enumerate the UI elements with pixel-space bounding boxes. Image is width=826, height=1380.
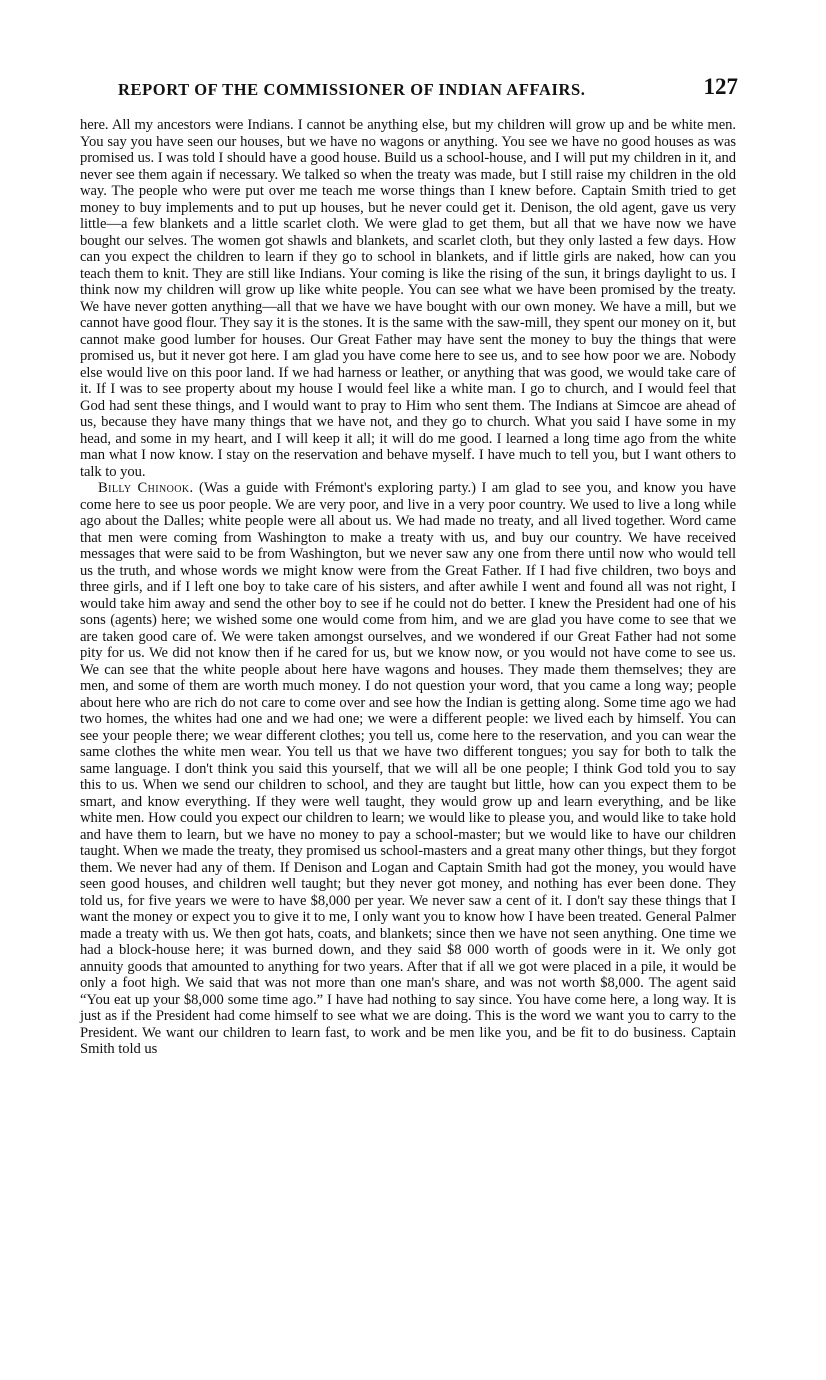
page-number: 127 bbox=[703, 74, 738, 99]
paragraph-text: here. All my ancestors were Indians. I cannot be anything else, but my children will grow up and be white men. You say you have seen our houses, but we have no wagons or anything. You see we have no good houses as was promised us. I was told I should have a good house. Build us a school-house, and I will put my children in it, and never see them again if necessary. We talked so when the treaty was made, but I still raise my children in the old way. The people who were put over me teach me worse things than I knew before. Captain Smith tried to get money to buy implements and to put up houses, but he never could get it. Denison, the old agent, gave us very little—a few blankets and a little scarlet cloth. We were glad to get them, but all that we have now we have bought our selves. The women got shawls and blankets, and scarlet cloth, but they only lasted a few days. How can you expect the children to learn if they go to school in blankets, and if little girls are naked, how can you teach them to knit. They are still like Indians. Your coming is like the rising of the sun, it brings daylight to us. I think now my children will grow up like white people. You can see what we have been promised by the treaty. We have never gotten anything—all that we have we have bought with our own money. We have a mill, but we cannot have good flour. They say it is the stones. It is the same with the saw-mill, they spent our money on it, but cannot make good lumber for houses. Our Great Father may have sent the money to buy the things that were promised us, but it never got here. I am glad you have come here to see us, and to see how poor we are. Nobody else would live on this poor land. If we had harness or leather, or anything that was good, we would take care of it. If I was to see property about my house I would feel like a white man. I go to church, and I would feel that God had sent these things, and I would want to pray to Him who sent them. The Indians at Simcoe are ahead of us, because they have many things that we have not, and they go to church. What you said I have some in my head, and some in my heart, and I will keep it all; it will do me good. I learned a long time ago from the white man what I now know. I stay on the reservation and behave myself. I have much to tell you, but I want others to talk to you. bbox=[80, 117, 736, 480]
body-text bbox=[80, 117, 736, 1058]
speaker-name: Billy Chinook. bbox=[98, 480, 194, 496]
paragraph-billy-chinook bbox=[80, 480, 736, 1058]
running-title: REPORT OF THE COMMISSIONER OF INDIAN AFFAIRS. bbox=[118, 80, 586, 99]
paragraph-continued bbox=[80, 117, 736, 480]
running-head bbox=[118, 76, 738, 104]
paragraph-text: (Was a guide with Frémont's exploring party.) I am glad to see you, and know you have come here to see us poor people. We are very poor, and live in a very poor country. We used to live a long while ago about the Dalles; white people were all about us. We had made no treaty, and all lived together. Word came that men were coming from Washington to make a treaty with us, and buy our country. We have received messages that were said to be from Washington, but we never saw any one from there until now who would tell us the truth, and whose words we might know were from the Great Father. If I had five children, two boys and three girls, and if I left one boy to take care of his sisters, and after awhile I went and found all was not right, I would take him away and send the other boy to see if he could not do better. I knew the President had one of his sons (agents) here; we wished some one would come from him, and we are glad you have come to see that we are taken good care of. We were taken amongst ourselves, and we wondered if our Great Father had not some pity for us. We did not know then if he cared for us, but we know now, or you would not have come to see us. We can see that the white people about here have wagons and houses. They made them themselves; they are men, and some of them are worth much money. I do not question your word, that you came a long way; people about here who are rich do not care to come over and see how the Indian is getting along. Some time ago we had two homes, the whites had one and we had one; we were a different people: we lived each by himself. You can see your people there; we wear different clothes; you tell us, come here to the reservation, and you can wear the same clothes the white men wear. You tell us that we have two different tongues; you say for both to talk the same language. I don't think you said this yourself, that we will all be one people; I think God told you to say this to us. When we send our children to school, and they are taught but little, how can you expect them to be smart, and know everything. If they were well taught, they would grow up and learn everything, and be like white men. How could you expect our children to learn; we would like to please you, and would like to take hold and have them to learn, but we have no money to pay a school-master; but we would like to have our children taught. When we made the treaty, they promised us school-masters and a great many other things, but they forgot them. We never had any of them. If Denison and Logan and Captain Smith had got the money, you would have seen good houses, and children well taught; but they never got money, and nothing has ever been done. They told us, for five years we were to have $8,000 per year. We never saw a cent of it. I don't say these things that I want the money or expect you to give it to me, I only want you to know how I have been treated. General Palmer made a treaty with us. We then got hats, coats, and blankets; since then we have not seen anything. One time we had a block-house here; it was burned down, and they said $8 000 worth of goods were in it. We only got annuity goods that amounted to anything for two years. After that if all we got were placed in a pile, it would be only a foot high. We said that was not more than one man's share, and was not worth $8,000. The agent said “You eat up your $8,000 some time ago.” I have had nothing to say since. You have come here, a long way. It is just as if the President had come himself to see what we are doing. This is the word we want you to carry to the President. We want our children to learn fast, to work and be men like you, and be fit to do business. Captain Smith told us bbox=[80, 480, 736, 1057]
